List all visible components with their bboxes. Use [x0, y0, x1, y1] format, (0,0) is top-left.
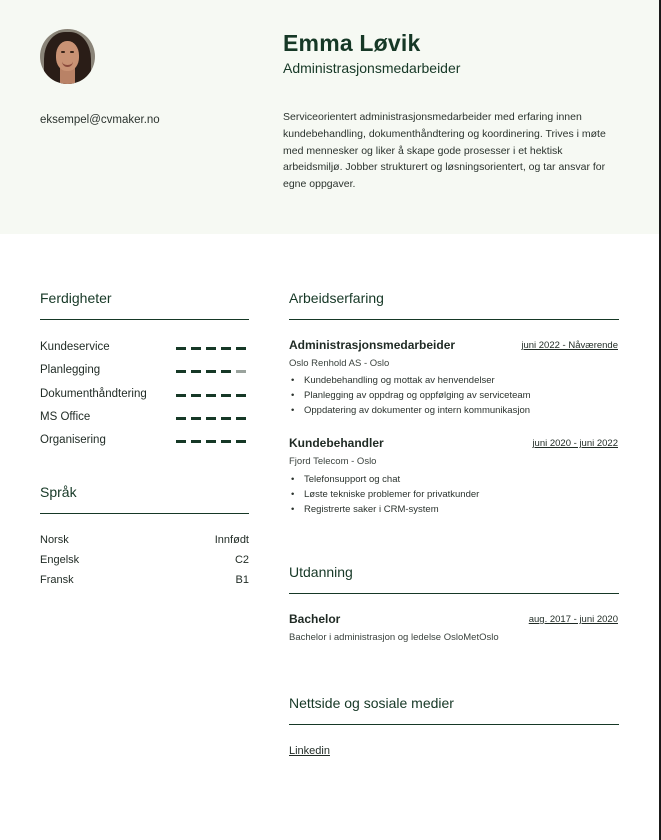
- skill-row: [40, 341, 249, 357]
- skill-label: Organisering: [40, 434, 106, 447]
- skill-level-segment: [221, 370, 231, 373]
- links-heading: Nettside og sosiale medier: [289, 695, 454, 711]
- skill-level-segment: [191, 370, 201, 373]
- skill-level-segment: [176, 417, 186, 420]
- skill-row: [40, 411, 249, 427]
- job-title: Administrasjonsmedarbeider: [289, 338, 456, 352]
- skill-level-segment: [191, 394, 201, 397]
- skill-level-meter: [176, 440, 248, 443]
- skill-level-segment: [206, 347, 216, 350]
- language-name: Norsk: [40, 534, 69, 546]
- skill-level-segment: [221, 417, 231, 420]
- education-date: aug. 2017 - juni 2020: [528, 614, 618, 625]
- skill-level-segment: [236, 440, 246, 443]
- languages-divider: [40, 513, 249, 514]
- cv-header: [0, 0, 659, 234]
- skill-level-segment: [221, 347, 231, 350]
- candidate-name: Emma Løvik: [283, 30, 421, 56]
- job-company: Oslo Renhold AS - Oslo: [289, 358, 390, 369]
- language-row: [40, 554, 249, 566]
- language-row: [40, 574, 249, 586]
- language-level: B1: [235, 574, 249, 586]
- skill-level-segment: [221, 440, 231, 443]
- skill-level-segment: [176, 440, 186, 443]
- profile-summary: Serviceorientert administrasjonsmedarbeider med erfaring innen kundebehandling, dokumenthåndtering og koordinering. Trives i møte med mennesker og liker å skape gode prosesser i et hektisk arbeidsmiljø. Jobber strukturert og løsningsorientert, og tar ansvar for egne oppgaver.: [283, 111, 606, 191]
- skill-level-segment: [206, 440, 216, 443]
- job-company: Fjord Telecom - Oslo: [289, 456, 377, 467]
- education-heading: Utdanning: [289, 564, 353, 580]
- skill-level-meter: [176, 417, 248, 420]
- skill-label: MS Office: [40, 410, 91, 423]
- job-bullets: [289, 373, 531, 418]
- skill-level-segment: [176, 394, 186, 397]
- skill-row: [40, 388, 249, 404]
- list-item: • Kundebehandling og mottak av henvendelser: [291, 375, 495, 386]
- language-row: [40, 534, 249, 546]
- skill-level-segment: [206, 417, 216, 420]
- education-title: Bachelor: [289, 612, 341, 626]
- profile-photo-icon: [40, 29, 95, 84]
- skills-divider: [40, 319, 249, 320]
- skill-label: Dokumenthåndtering: [40, 387, 147, 400]
- job-date: juni 2020 - juni 2022: [532, 438, 618, 449]
- skill-level-segment: [236, 417, 246, 420]
- links-divider: [289, 724, 619, 725]
- skill-label: Kundeservice: [40, 341, 110, 353]
- skill-level-segment: [206, 394, 216, 397]
- skill-level-segment: [221, 394, 231, 397]
- list-item: • Planlegging av oppdrag og oppfølging av serviceteam: [291, 390, 531, 401]
- job-title: Kundebehandler: [289, 436, 384, 450]
- skill-level-segment: [191, 417, 201, 420]
- skill-row: [40, 364, 249, 380]
- language-name: Engelsk: [40, 554, 80, 566]
- skill-row: [40, 434, 249, 450]
- skill-level-meter: [176, 370, 248, 373]
- list-item: • Registrerte saker i CRM-system: [291, 504, 439, 515]
- skill-level-segment: [191, 440, 201, 443]
- languages-heading: Språk: [40, 484, 77, 500]
- skill-level-meter: [176, 394, 248, 397]
- skill-level-segment: [236, 394, 246, 397]
- skill-level-meter: [176, 347, 248, 350]
- list-item: • Løste tekniske problemer for privatkunder: [291, 489, 480, 500]
- job-date: juni 2022 - Nåværende: [521, 340, 618, 351]
- education-description: Bachelor i administrasjon og ledelse OsloMetOslo: [289, 632, 499, 643]
- language-level: Innfødt: [214, 534, 249, 546]
- skill-level-segment: [206, 370, 216, 373]
- skill-level-segment: [176, 370, 186, 373]
- language-level: C2: [234, 554, 249, 566]
- skills-heading: Ferdigheter: [40, 290, 112, 306]
- education-divider: [289, 593, 619, 594]
- skill-level-segment: [236, 347, 246, 350]
- language-name: Fransk: [40, 574, 74, 586]
- linkedin-link[interactable]: Linkedin: [289, 745, 330, 757]
- list-item: • Oppdatering av dokumenter og intern kommunikasjon: [291, 405, 531, 416]
- skill-level-segment: [236, 370, 246, 373]
- list-item: • Telefonsupport og chat: [291, 474, 401, 485]
- experience-heading: Arbeidserfaring: [289, 290, 384, 306]
- job-bullets: [289, 472, 479, 517]
- skill-level-segment: [191, 347, 201, 350]
- skill-level-segment: [176, 347, 186, 350]
- experience-divider: [289, 319, 619, 320]
- email-text: eksempel@cvmaker.no: [40, 114, 160, 126]
- candidate-title: Administrasjonsmedarbeider: [283, 60, 461, 76]
- skill-label: Planlegging: [40, 364, 101, 377]
